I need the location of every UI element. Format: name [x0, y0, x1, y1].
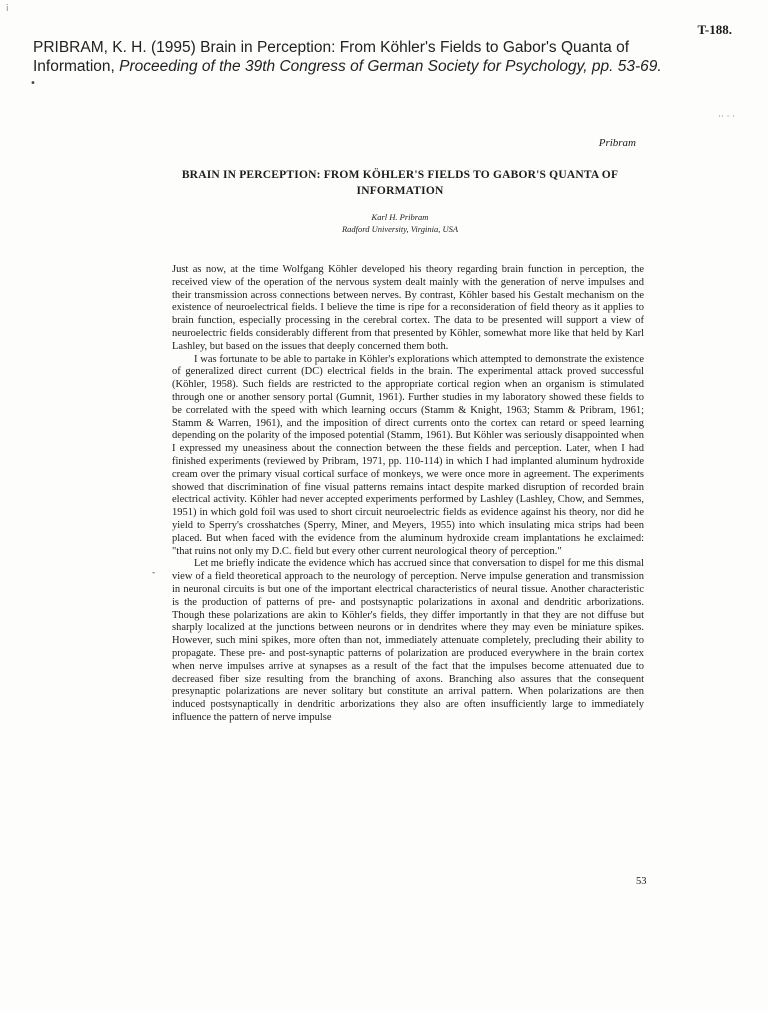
paragraph: Let me briefly indicate the evidence which has accrued since that conversation to dispel for me this dismal view of a field theoretical approach to the neurology of perception. Nerve impulse generation and transmission in neuronal circuits is but one of the important electrical characteristics of neural tissue. Another characteristic is the production of patterns of pre- and postsynaptic polarizations in axonal and dendritic arborizations. Though these polarizations are akin to Köhler's fields, they differ importantly in that they are not diffuse but sharply localized at the junctions between neurons or in dendrites where they may even be miniature spikes. However, such mini spikes, more often than not, immediately attenuate completely, precluding their ability to propagate. These pre- and post-synaptic patterns of polarization are produced everywhere in the brain cortex when nerve impulses arrive at synapses as a result of the fact that the impulses become attenuated due to decreased fiber size resulting from the branching of axons. Branching also assures that the consequent presynaptic polarizations are never solitary but constitute an arrival pattern. When polarizations are then induced postsynaptically in dendritic arborizations they also are often insufficiently large to immediately influence the pattern of nerve impulse: [172, 558, 644, 723]
margin-dash-icon: -: [152, 568, 156, 578]
bullet-mark-icon: •: [30, 78, 36, 89]
page-number: 53: [636, 876, 647, 887]
author-affiliation: Radford University, Virginia, USA: [341, 224, 459, 234]
margin-dots-icon: ·· · ·: [718, 112, 736, 122]
citation-title: From Köhler's Fields to Gabor's Quanta of Information,: [33, 39, 630, 75]
document-id: T-188.: [697, 22, 732, 37]
margin-mark-icon: ⅰ: [6, 4, 9, 14]
body-text: [172, 264, 644, 725]
author-name: Karl H. Pribram: [371, 212, 429, 222]
author-block: [170, 211, 630, 235]
paragraph: I was fortunate to be able to partake in Köhler's explorations which attempted to demonstrate the existence of generalized direct current (DC) electrical fields in the brain. The experimental attack proved successful (Köhler, 1958). Such fields are restricted to the appropriate cortical region when an organism is stimulated through one or another sensory portal (Gumnit, 1961). Further studies in my laboratory showed these fields to be correlated with the speed with which learning occurs (Stamm & Knight, 1963; Stamm & Pribram, 1961; Stamm & Warren, 1961), and the imposition of direct currents onto the cortex can retard or speed learning depending on the polarity of the imposed potential (Stamm, 1961). But Köhler was seriously disappointed when I expressed my uneasiness about the connection between the these fields and perception. Later, when I had finished experiments (reviewed by Pribram, 1971, pp. 110-114) in which I had implanted aluminum hydroxide cream over the primary visual cortical surface of monkeys, we were once more in agreement. The experiments showed that discrimination of fine visual patterns remains intact despite marked disruption of recorded brain electrical activity. Köhler had never accepted experiments performed by Lashley (Lashley, Chow, and Semmes, 1951) in which gold foil was used to short circuit neuroelectric fields as evidence against his theory, nor did he yield to Sperry's crosshatches (Sperry, Miner, and Meyers, 1955) into which insulating mica strips had been placed. But when faced with the evidence from the aluminum hydroxide cream implantations he exclaimed: "that ruins not only my D.C. field but every other current neurological theory of perception.": [172, 353, 644, 557]
citation-journal: Proceeding of the 39th Congress of German Society for Psychology, pp. 53-69.: [119, 58, 662, 75]
citation-authors-year: PRIBRAM, K. H. (1995) Brain in Perception:: [33, 39, 336, 56]
paper-title: BRAIN IN PERCEPTION: FROM KÖHLER'S FIELDS TO GABOR'S QUANTA OF INFORMATION: [181, 169, 619, 197]
paragraph: Just as now, at the time Wolfgang Köhler developed his theory regarding brain function in perception, the received view of the operation of the nervous system dealt mainly with the generation of nerve impulses and their transmission across connections between nerves. By contrast, Köhler based his Gestalt mechanism on the existence of neuroelectrical fields. I believe the time is ripe for a reconsideration of field theory as it applies to brain function, especially processing in the cerebral cortex. The data to be presented will support a view of neuroelectric fields considerably different from that presented by Köhler, somewhat more like that held by Karl Lashley, but based on the issues that deeply concerned them both.: [172, 264, 644, 352]
citation-header: [33, 38, 713, 76]
running-header: Pribram: [598, 137, 636, 149]
